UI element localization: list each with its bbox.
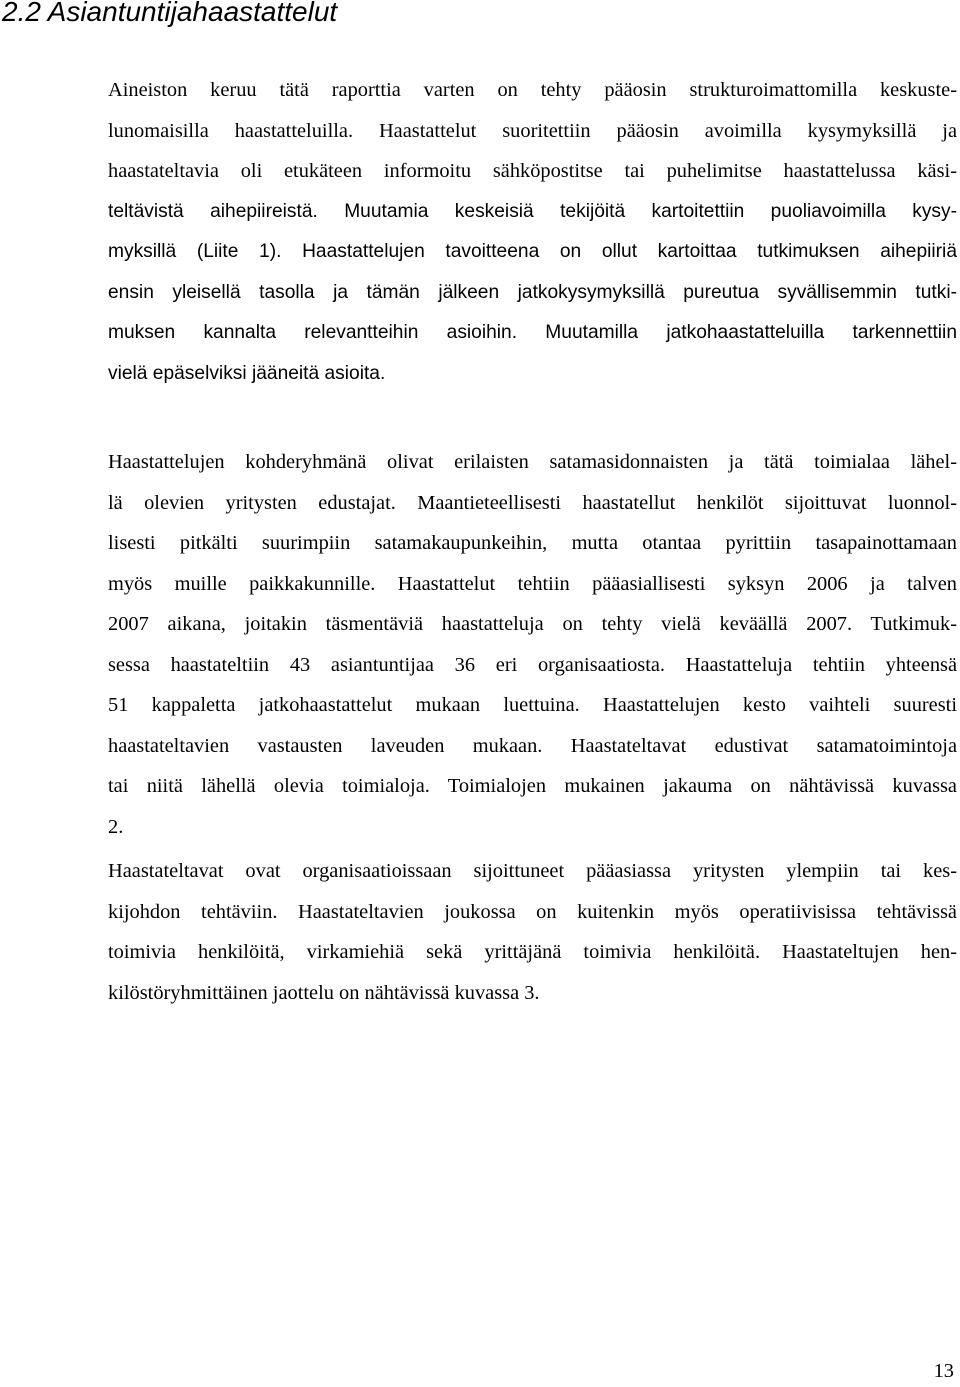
paragraph-line: myksillä (Liite 1). Haastattelujen tavoitteena on ollut kartoittaa tutkimuksen aihepiiriä — [108, 241, 957, 262]
paragraph-line: lä olevien yritysten edustajat. Maantieteellisesti haastatellut henkilöt sijoittuvat luonnol- — [108, 491, 957, 514]
paragraph-line: kijohdon tehtäviin. Haastateltavien joukossa on kuitenkin myös operatiivisissa tehtävissä — [108, 900, 957, 923]
paragraph-line: 2007 aikana, joitakin täsmentäviä haastatteluja on tehty vielä keväällä 2007. Tutkimuk- — [108, 613, 957, 635]
paragraph-line: vielä epäselviksi jääneitä asioita. — [108, 362, 386, 384]
paragraph-line: teltävistä aihepiireistä. Muutamia keskeisiä tekijöitä kartoitettiin puoliavoimilla kysy- — [108, 200, 957, 222]
paragraph-line: myös muille paikkakunnille. Haastattelut tehtiin pääasiallisesti syksyn 2006 ja talven — [108, 572, 957, 595]
paragraph-line: muksen kannalta relevantteihin asioihin. Muutamilla jatkohaastatteluilla tarkennettiin — [108, 322, 957, 343]
paragraph-line: lunomaisilla haastatteluilla. Haastattelut suoritettiin pääosin avoimilla kysymyksillä ja — [108, 119, 957, 142]
paragraph-line: haastateltavia oli etukäteen informoitu sähköpostitse tai puhelimitse haastattelussa käsi- — [108, 160, 957, 182]
paragraph-line: lisesti pitkälti suurimpiin satamakaupunkeihin, mutta otantaa pyrittiin tasapainottamaan — [108, 532, 957, 554]
paragraph-line: Haastateltavat ovat organisaatioissaan sijoittuneet pääasiassa yritysten ylempiin tai kes- — [108, 860, 957, 882]
paragraph-target-group — [108, 442, 957, 847]
paragraph-line: 51 kappaletta jatkohaastattelut mukaan luettuina. Haastattelujen kesto vaihteli suuresti — [108, 694, 957, 716]
paragraph-line: sessa haastateltiin 43 asiantuntijaa 36 eri organisaatiosta. Haastatteluja tehtiin yhteensä — [108, 653, 957, 676]
page-number: 13 — [933, 1360, 954, 1382]
paragraph-line: tai niitä lähellä olevia toimialoja. Toimialojen mukainen jakauma on nähtävissä kuvassa — [108, 775, 957, 797]
paragraph-line: ensin yleisellä tasolla ja tämän jälkeen jatkokysymyksillä pureutua syvällisemmin tutki- — [108, 281, 957, 303]
paragraph-interviewee-positions — [108, 851, 957, 1013]
paragraph-line: toimivia henkilöitä, virkamiehiä sekä yrittäjänä toimivia henkilöitä. Haastateltujen hen- — [108, 941, 957, 963]
paragraph-line: Haastattelujen kohderyhmänä olivat erilaisten satamasidonnaisten ja tätä toimialaa lähel- — [108, 451, 957, 473]
section-heading: 2.2 Asiantuntijahaastattelut — [2, 0, 338, 27]
paragraph-data-collection — [108, 70, 957, 394]
paragraph-line: 2. — [108, 815, 124, 838]
paragraph-line: haastateltavien vastausten laveuden mukaan. Haastateltavat edustivat satamatoimintoja — [108, 734, 957, 757]
paragraph-line: Aineiston keruu tätä raporttia varten on tehty pääosin strukturoimattomilla keskuste- — [108, 79, 957, 101]
paragraph-line: kilöstöryhmittäinen jaottelu on nähtävissä kuvassa 3. — [108, 981, 540, 1004]
